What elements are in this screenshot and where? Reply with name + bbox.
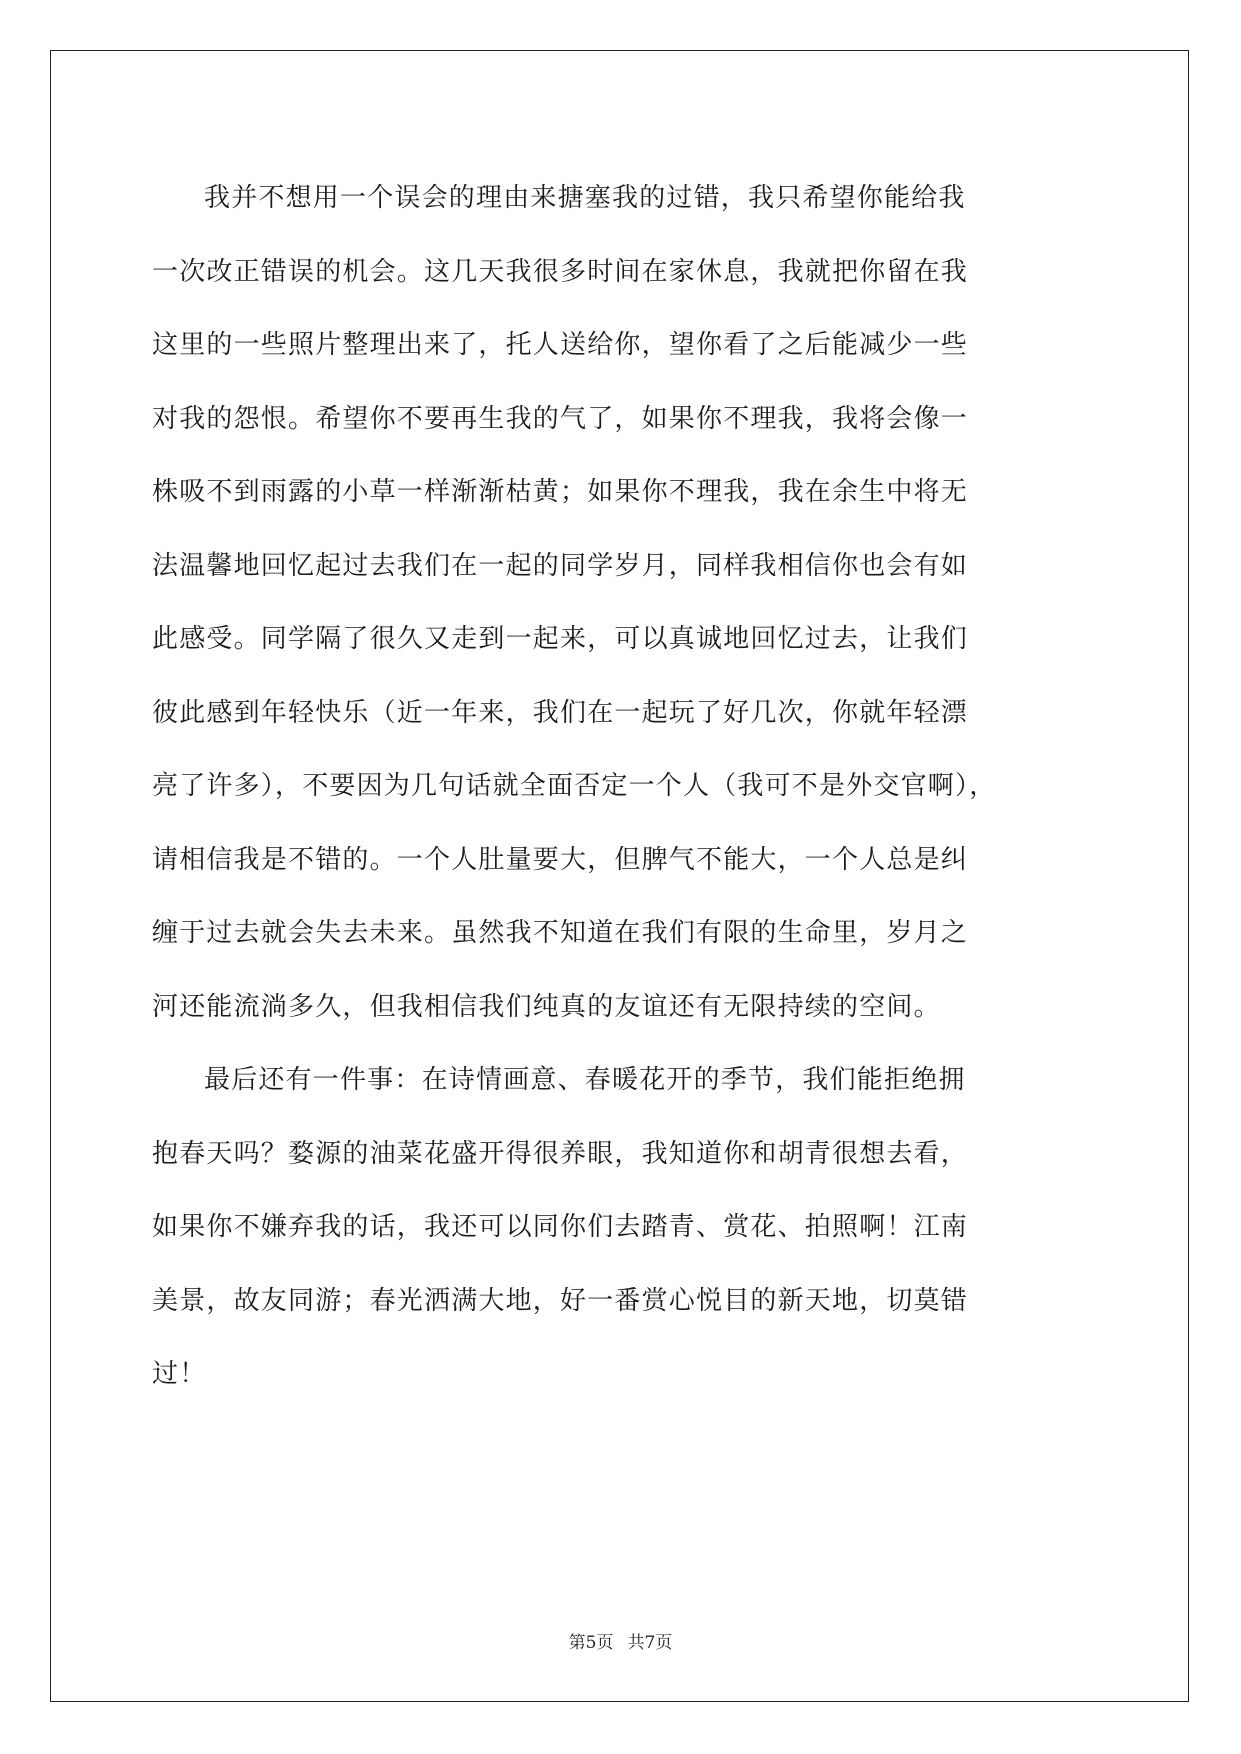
text-line: 过！ xyxy=(152,1359,207,1389)
text-line: 美景，故友同游；春光洒满大地，好一番赏心悦目的新天地，切莫错 xyxy=(152,1285,969,1316)
text-line: 抱春天吗？婺源的油菜花盛开得很养眼，我知道你和胡青很想去看， xyxy=(152,1138,969,1169)
text-line: 此感受。同学隔了很久又走到一起来，可以真诚地回忆过去，让我们 xyxy=(152,624,969,654)
text-line: 株吸不到雨露的小草一样渐渐枯黄；如果你不理我，我在余生中将无 xyxy=(152,477,969,507)
text-line: 河还能流淌多久，但我相信我们纯真的友谊还有无限持续的空间。 xyxy=(152,991,941,1022)
text-line: 对我的怨恨。希望你不要再生我的气了，如果你不理我，我将会像一 xyxy=(152,403,969,434)
text-line: 缠于过去就会失去未来。虽然我不知道在我们有限的生命里，岁月之 xyxy=(152,918,969,948)
paragraph-1 xyxy=(152,162,1088,1044)
page-number: 第5页 xyxy=(568,1633,614,1653)
text-line: 亮了许多），不要因为几句话就全面否定一个人（我可不是外交官啊）， xyxy=(152,771,997,801)
text-line: 法温馨地回忆起过去我们在一起的同学岁月，同样我相信你也会有如 xyxy=(152,550,969,581)
page-footer xyxy=(0,1628,1241,1653)
page-total: 共7页 xyxy=(627,1633,673,1653)
document-body xyxy=(152,162,1088,1412)
text-line: 请相信我是不错的。一个人肚量要大，但脾气不能大，一个人总是纠 xyxy=(152,844,969,875)
text-line: 彼此感到年轻快乐（近一年来，我们在一起玩了好几次，你就年轻漂 xyxy=(152,697,969,728)
text-line: 如果你不嫌弃我的话，我还可以同你们去踏青、赏花、拍照啊！江南 xyxy=(152,1212,969,1242)
text-line: 最后还有一件事：在诗情画意、春暖花开的季节，我们能拒绝拥 xyxy=(204,1065,966,1095)
text-line: 这里的一些照片整理出来了，托人送给你，望你看了之后能减少一些 xyxy=(152,330,969,360)
text-line: 我并不想用一个误会的理由来搪塞我的过错，我只希望你能给我 xyxy=(204,183,966,213)
text-line: 一次改正错误的机会。这几天我很多时间在家休息，我就把你留在我 xyxy=(152,256,969,287)
paragraph-2 xyxy=(152,1044,1088,1412)
